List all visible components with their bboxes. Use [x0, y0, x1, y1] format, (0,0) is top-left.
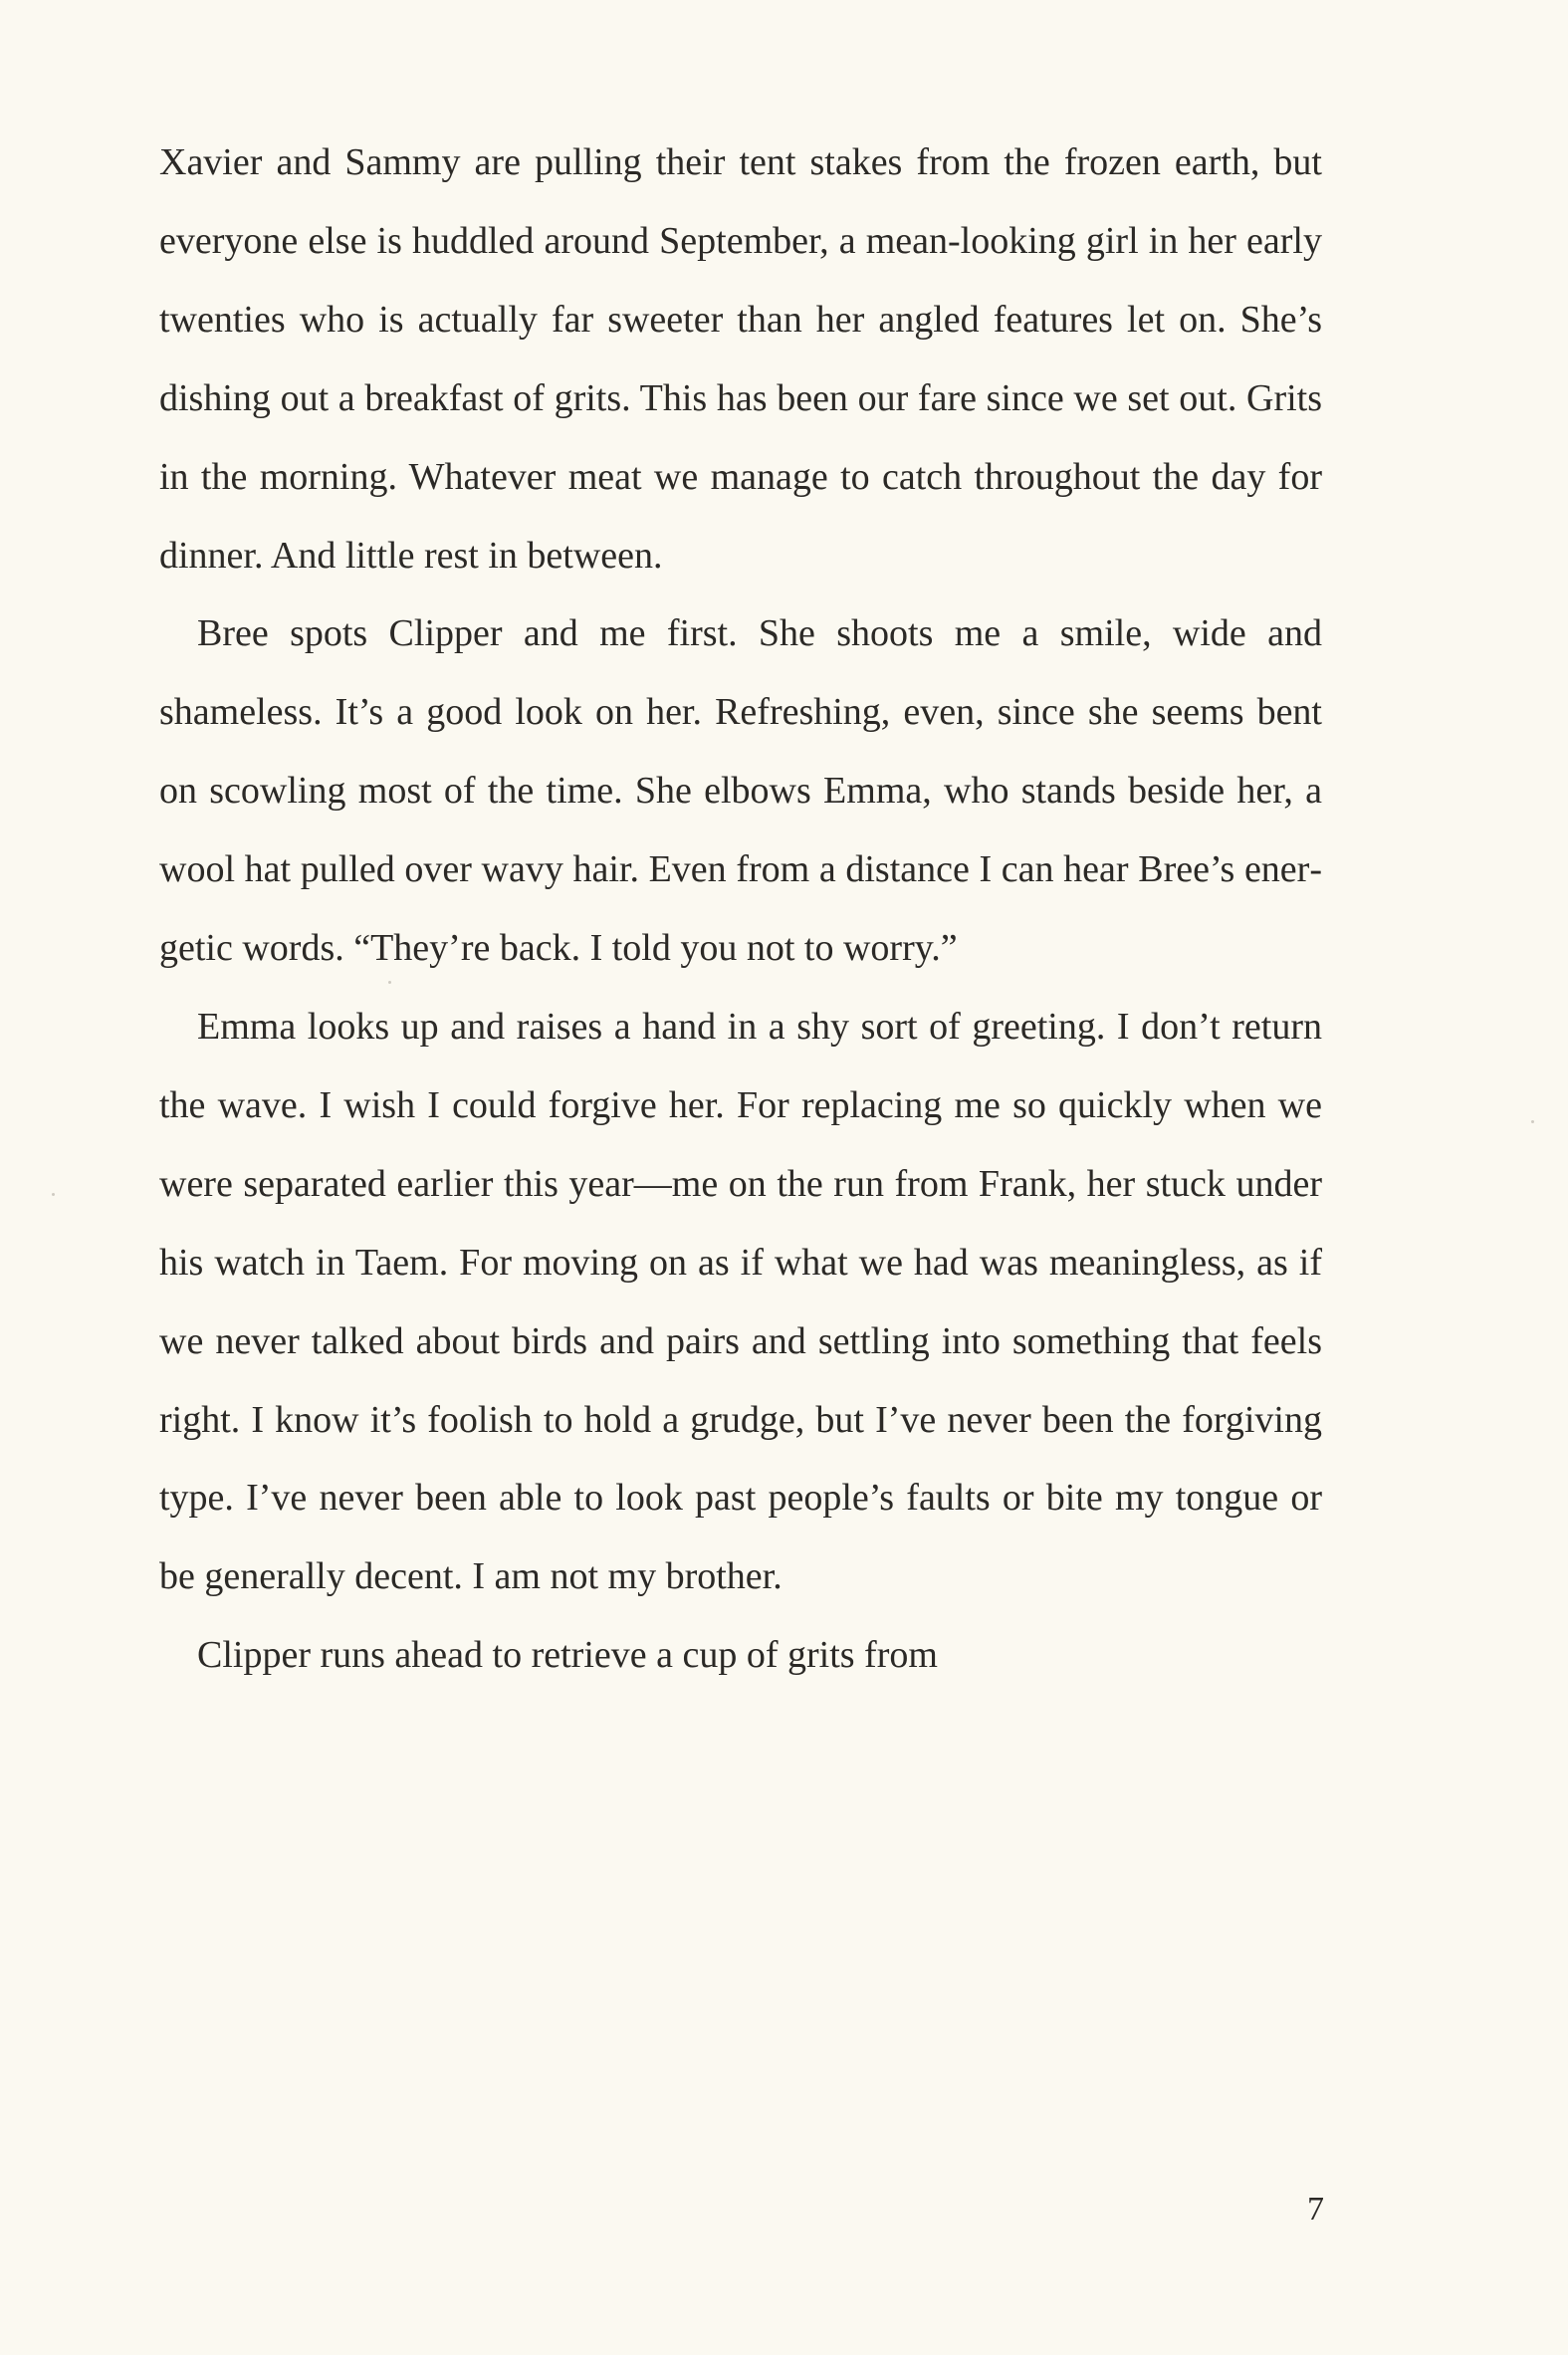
paragraph-3: Emma looks up and raises a hand in a shy sort of greeting. I don’t return the wave. I wish I could forgive her. For replacing me so quickly when we were separated earlier this year—me on the run from Frank, her stuck under his watch in Taem. For moving on as if what we had was meaningless, as if we never talked about birds and pairs and settling into something that feels right. I know it’s foolish to hold a grudge, but I’ve never been the forgiving type. I’ve never been able to look past people’s faults or bite my tongue or be generally decent. I am not my brother. — [159, 1005, 1322, 1598]
page-number: 7 — [1307, 2191, 1324, 2228]
paragraph-4: Clipper runs ahead to retrieve a cup of grits from — [197, 1634, 938, 1677]
paragraph-1: Xavier and Sammy are pulling their tent stakes from the frozen earth, but everyone else is huddled around September, a mean-looking girl in her early twenties who is actually far sweeter than her angled features let on. She’s dishing out a breakfast of grits. This has been our fare since we set out. Grits in the morning. Whatever meat we manage to catch throughout the day for dinner. And little rest in between. — [159, 141, 1322, 577]
scan-speck — [1531, 1120, 1534, 1123]
scan-speck — [388, 981, 391, 984]
scan-speck — [52, 1193, 55, 1196]
paragraph-2: Bree spots Clipper and me first. She shoots me a smile, wide and shameless. It’s a good look on her. Refreshing, even, since she seems bent on scowling most of the time. She elbows Emma, who stands beside her, a wool hat pulled over wavy hair. Even from a distance I can hear Bree’s energetic words. “They’re back. I told you not to worry.” — [159, 612, 1322, 970]
body-text — [159, 123, 1322, 1695]
